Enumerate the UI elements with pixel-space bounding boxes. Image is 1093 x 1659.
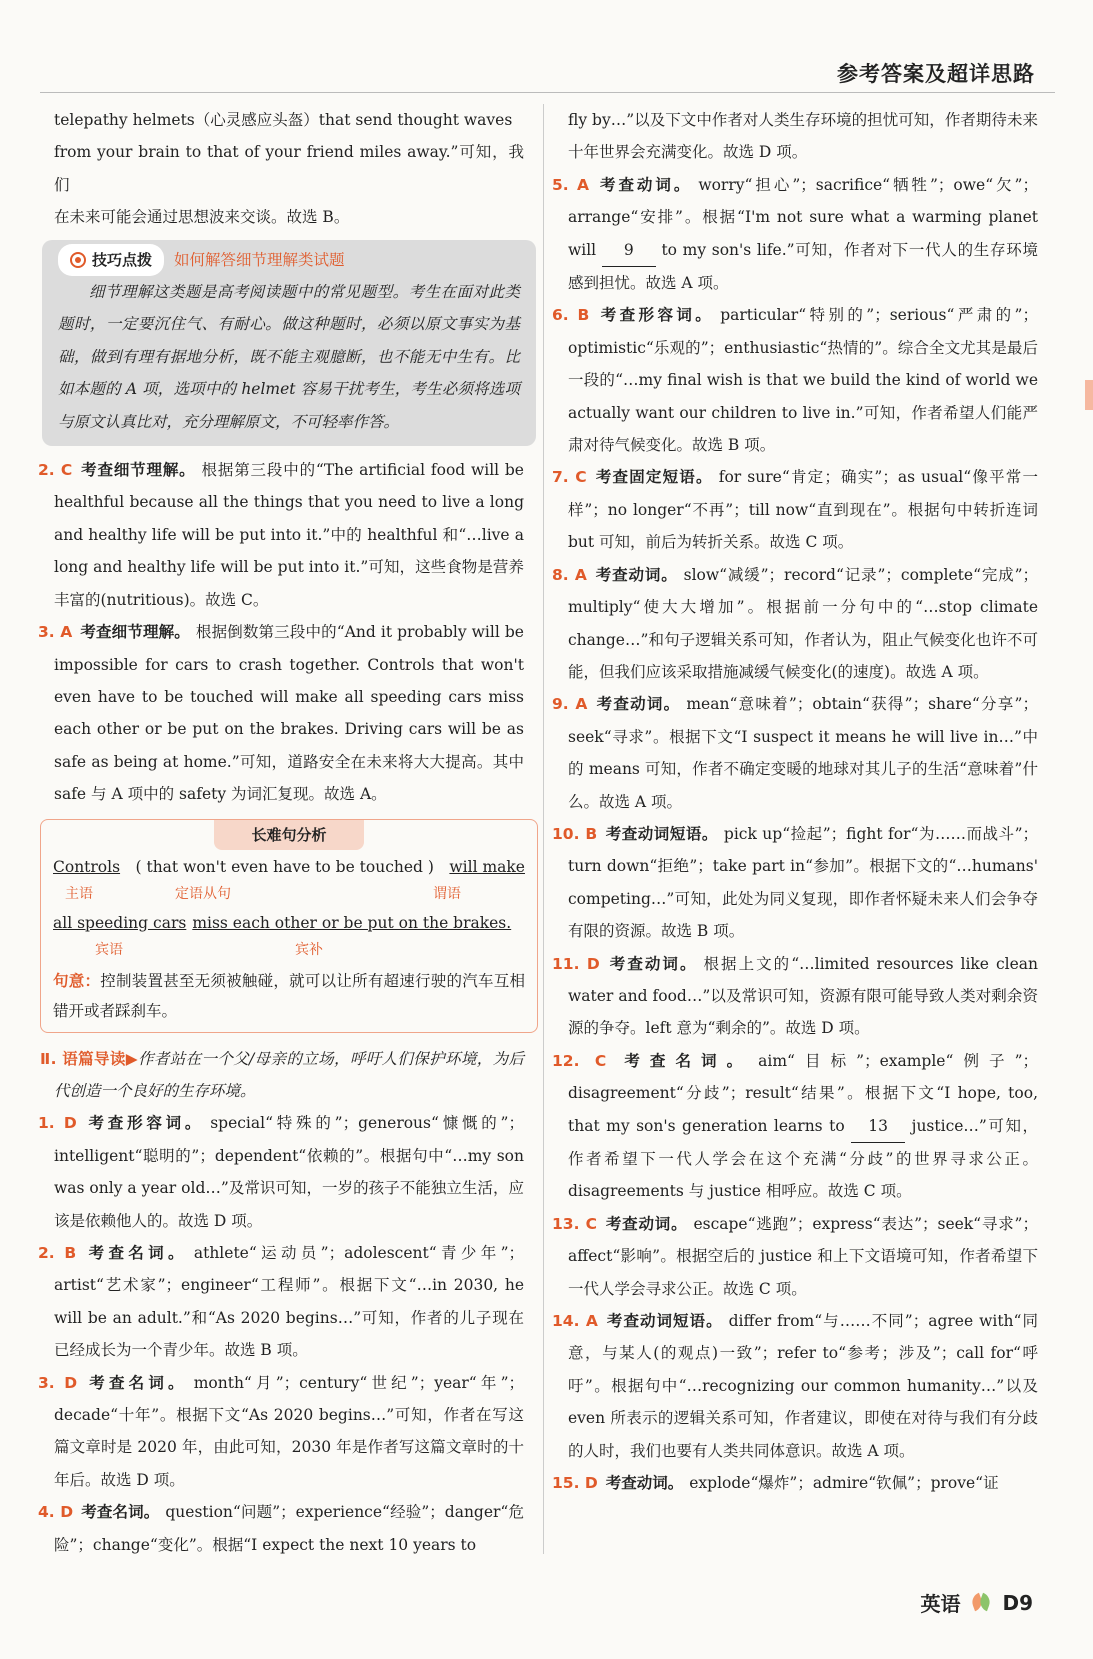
answer-number: 9. A (552, 695, 588, 714)
answer-number: 2. C (38, 461, 73, 480)
answer-number: 6. B (552, 306, 590, 325)
tips-box (42, 240, 536, 446)
right-column (552, 104, 1039, 1499)
sentence-analysis-title: 长难句分析 (214, 820, 364, 850)
leaf-icon (970, 1592, 992, 1614)
page-number: D9 (1002, 1590, 1033, 1615)
answer-text-cont: to my son's life.”可知，作者对下一代人的生存环境感到担忧。故选 A 项。 (568, 240, 1038, 293)
answer-r5 (552, 169, 1038, 300)
answer-b2 (38, 1237, 524, 1367)
answer-keyword: 考查细节理解。 (80, 623, 190, 642)
answer-b4 (38, 1496, 524, 1561)
sentence-meaning (53, 966, 525, 1026)
answer-text: particular“特别的”；serious“严肃的”；optimistic“乐观的”；enthusiastic“热情的”。综合全文尤其是最后一段的“…my final wish is that we build the kind of world we actually want our children to live in.”可知，作者希望人们能严肃对待气候变化。故选 B 项。 (568, 306, 1038, 455)
subject-label: 英语 (920, 1592, 961, 1616)
answer-text: aim“目标”；example“例子”；disagreement“分歧”；result“结果”。根据下文“I hope, too, that my son's generation learns to (568, 1051, 1039, 1135)
answer-text: 根据上文的“…limited resources like clean water and food…”以及常识可知，资源有限可能导致人类对剩余资源的争夺。left 意为“剩余的”。故选 D 项。 (568, 954, 1038, 1038)
answer-text: mean“意味着”；obtain“获得”；share“分享”；seek“寻求”。根据下文“I suspect it means he will live in…”中的 means 可知，作者不确定变暖的地球对其儿子的生活“意味着”什么。故选 A 项。 (568, 695, 1038, 811)
label-clause: 定语从句 (175, 885, 231, 902)
answer-number: 15. D (552, 1474, 598, 1493)
answer-text: slow“减缓”；record“记录”；complete“完成”；multiply“使大大增加”。根据前一分句中的“…stop climate change…”和句子逻辑关系可知，作者认为，阻止气候变化也许不可能，但我们应该采取措施减缓气候变化(的速度)。故选 A 项。 (568, 565, 1038, 681)
answer-number: 1. D (38, 1114, 77, 1133)
answer-r15 (552, 1467, 1038, 1499)
answer-number: 4. D (38, 1503, 74, 1522)
answer-b3 (38, 1367, 525, 1497)
tips-header (58, 244, 520, 276)
continued-text: fly by…”以及下文中作者对人类生存环境的担忧可知，作者期待未来十年世界会充满变化。故选 D 项。 (568, 111, 1038, 162)
answer-r13 (552, 1208, 1038, 1305)
answer-number: 11. D (552, 954, 600, 973)
answer-text: question“问题”；experience“经验”；danger“危险”；change“变化”。根据“I expect the next 10 years to (54, 1503, 524, 1554)
column-divider (543, 104, 544, 1554)
blank-number: 9 (602, 234, 656, 267)
left-column (38, 104, 525, 1561)
answer-text: 根据倒数第三段中的“And it probably will be impossible for cars to crash together. Controls that won't even have to be touched will make all speeding cars miss each other or be put on the brakes. Driving cars will be as safe as being at home.”可知，道路安全在未来将大大提高。其中 safe 与 A 项中的 safety 为词汇复现。故选 A。 (54, 623, 524, 804)
answer-text: differ from“与……不同”；agree with“同意，与某人(的观点)一致”；refer to“参考；涉及”；call for“呼吁”。根据句中“…recognizing our common humanity…”以及 even 所表示的逻辑关系可知，作者建议，即使在对待与我们有分歧的人时，我们也要有人类共同体意识。故选 A 项。 (568, 1312, 1038, 1460)
answer-text: athlete“运动员”；adolescent“青少年”；artist“艺术家”；engineer“工程师”。根据下文“…in 2030, he will be an adult.”和“As 2020 begins…”可知，作者的儿子现在已经成长为一个青少年。故选 B 项。 (54, 1243, 524, 1360)
answer-text: 根据第三段中的“The artificial food will be healthful because all the things that you need to live a long and healthy life will be put into it.”中的 healthful 和“…live a long and healthy life will be put into it.”可知，这些食物是营养丰富的(nutritious)。故选 C。 (54, 461, 524, 609)
tips-title: 如何解答细节理解类试题 (174, 250, 345, 269)
answer-keyword: 考查名词。 (81, 1503, 160, 1522)
answer-keyword: 考查形容词。 (84, 1114, 205, 1133)
answer-number: 7. C (552, 468, 587, 487)
clause-phrase: ( that won't even have to be touched ) (135, 857, 434, 876)
answer-number: 3. D (38, 1373, 78, 1392)
page-tab-marker (1085, 380, 1093, 410)
answer-r12 (552, 1045, 1039, 1208)
answer-number: 14. A (552, 1312, 598, 1331)
label-object: 宾语 (95, 941, 123, 958)
answer-text: special“特殊的”；generous“慷慨的”；intelligent“聪明的”；dependent“依赖的”。根据句中“…my son was only a year old…”及常识可知，一岁的孩子不能独立生活，应该是依赖他人的。故选 D 项。 (54, 1114, 524, 1230)
answer-keyword: 考查动词。 (594, 565, 678, 584)
answer-text: month“月”；century“世纪”；year“年”；decade“十年”。根据下文“As 2020 begins…”可知，作者在写这篇文章时是 2020 年，由此可知，2030 年是作者写这篇文章时的十年后。故选 D 项。 (54, 1373, 525, 1489)
answer-keyword: 考查动词短语。 (605, 1312, 723, 1331)
answer-keyword: 考查动词。 (605, 1214, 688, 1233)
answer-text: explode“爆炸”；admire“钦佩”；prove“证 (689, 1474, 999, 1493)
answer-text: pick up“捡起”；fight for“为……而战斗”；turn down“拒绝”；take part in“参加”。根据下文的“…humans' competing…”可知，此处为同义复现，即作者怀疑未来人们会争夺有限的资源。故选 B 项。 (568, 824, 1038, 941)
answer-number: 13. C (552, 1214, 598, 1233)
answer-r7 (552, 461, 1038, 558)
answer-b1 (38, 1107, 524, 1237)
sentence-labels-2 (53, 936, 525, 966)
answer-keyword: 考查名词。 (85, 1373, 188, 1392)
answer-keyword: 考查动词。 (605, 1474, 684, 1493)
answer-r11 (552, 948, 1038, 1045)
answer-keyword: 考查形容词。 (597, 306, 715, 325)
answer-r10 (552, 818, 1038, 948)
answer-keyword: 考查动词。 (607, 954, 698, 973)
label-subject: 主语 (65, 885, 93, 902)
section-2-guide (40, 1043, 524, 1108)
predicate-phrase: will make (449, 857, 525, 876)
blank-number: 13 (851, 1110, 905, 1143)
sentence-row-1 (53, 854, 525, 880)
subject-phrase: Controls (53, 857, 121, 876)
answer-keyword: 考查名词。 (614, 1051, 753, 1070)
answer-3 (38, 616, 524, 810)
tips-text: 细节理解这类题是高考阅读题中的常见题型。考生在面对此类题时，一定要沉住气、有耐心。做这种题时，必须以原文事实为基础，做到有理有据地分析，既不能主观臆断，也不能无中生有。比如本题的 A 项，选项中的 helmet 容易干扰考生，考生必须将选项与原文认真比对，充分理解原文，不可轻率作答。 (58, 283, 520, 431)
sentence-analysis-box (40, 819, 538, 1033)
sentence-row-2 (53, 910, 525, 936)
sentence-labels-1 (53, 880, 525, 910)
section-label: Ⅱ. 语篇导读▶ (40, 1049, 138, 1068)
meaning-text: 控制装置甚至无须被触碰，就可以让所有超速行驶的汽车互相错开或者踩刹车。 (53, 971, 525, 1020)
tips-badge (58, 244, 164, 276)
label-complement: 宾补 (295, 941, 323, 958)
label-predicate: 谓语 (433, 885, 461, 902)
intro-line-3: 在未来可能会通过思想波来交谈。故选 B。 (54, 208, 350, 227)
answer-keyword: 考查动词。 (595, 695, 681, 714)
intro-line-1: telepathy helmets（心灵感应头盔）that send thought waves (54, 111, 513, 129)
answer-keyword: 考查动词。 (597, 175, 693, 194)
complement-phrase: miss each other or be put on the brakes. (192, 913, 512, 932)
answer-keyword: 考查名词。 (84, 1243, 188, 1262)
page-header: 参考答案及超详思路 (837, 62, 1035, 86)
answer-keyword: 考查细节理解。 (80, 461, 196, 480)
answer-number: 12. C (552, 1051, 607, 1070)
answer-keyword: 考查固定短语。 (594, 468, 713, 487)
target-icon (70, 252, 86, 268)
answer-r8 (552, 559, 1038, 689)
answer-text: escape“逃跑”；express“表达”；seek“寻求”；affect“影响”。根据空后的 justice 和上下文语境可知，作者希望下一代人学会寻求公正。故选 C 项。 (568, 1214, 1038, 1298)
intro-line-2: from your brain to that of your friend miles away.”可知，我们 (54, 143, 524, 194)
answer-number: 3. A (38, 623, 73, 642)
answer-r6 (552, 299, 1038, 461)
header-rule (40, 92, 1055, 93)
answer-number: 8. A (552, 565, 587, 584)
answer-number: 10. B (552, 824, 598, 843)
answer-number: 2. B (38, 1243, 77, 1262)
answer-number: 5. A (552, 175, 590, 194)
page-footer (920, 1588, 1033, 1617)
tips-badge-label: 技巧点拨 (92, 250, 153, 269)
answer-keyword: 考查动词短语。 (605, 824, 718, 843)
answer-r14 (552, 1305, 1038, 1467)
answer-text: worry“担心”；sacrifice“牺牲”；owe“欠”；arrange“安排”。根据“I'm not sure what a warming planet will (568, 175, 1038, 259)
answer-r9 (552, 688, 1038, 818)
section-text: 作者站在一个父/母亲的立场，呼吁人们保护环境，为后代创造一个良好的生存环境。 (54, 1049, 524, 1100)
meaning-key: 句意： (53, 971, 101, 990)
answer-text-cont: justice…”可知，作者希望下一代人学会在这个充满“分歧”的世界寻求公正。disagreements 与 justice 相呼应。故选 C 项。 (568, 1116, 1038, 1201)
answer-2 (38, 454, 524, 616)
object-phrase: all speeding cars (53, 913, 187, 932)
answer-text: for sure“肯定；确实”；as usual“像平常一样”；no longer“不再”；till now“直到现在”。根据句中转折连词 but 可知，前后为转折关系。故选 C 项。 (568, 468, 1038, 552)
